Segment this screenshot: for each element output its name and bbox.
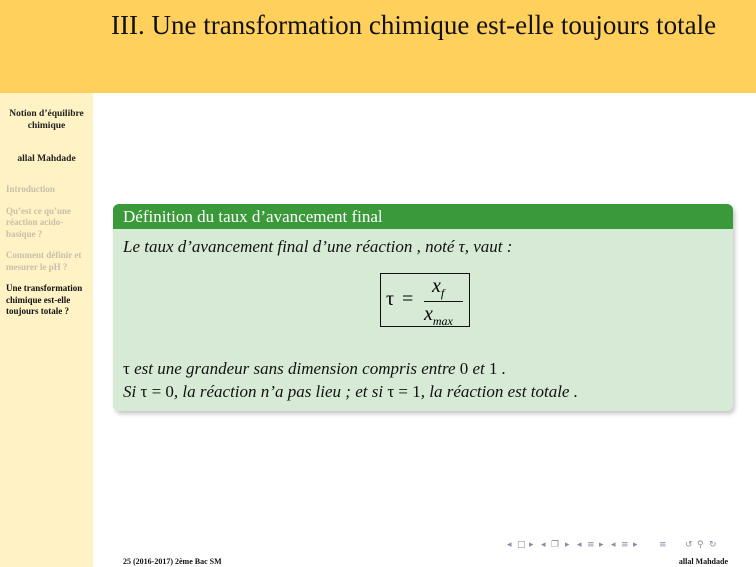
block-title: Définition du taux d’avancement final [113,204,733,229]
formula-denominator: $x_{max}$ [424,303,453,328]
nav-back-icon[interactable]: ↺ [685,540,693,550]
nav-left-arrow-icon[interactable]: ◂ [611,540,616,550]
definition-block [113,204,733,411]
toc-item-transformation-totale[interactable]: Une transformation chimique est-elle toujours totale ? [6,283,83,316]
nav-left-arrow-icon[interactable]: ◂ [541,540,546,550]
formula-box [380,273,470,327]
presentation-short-title: Notion d’équilibre chimique [9,109,84,131]
definition-text: Le taux d’avancement final d’une réaction , noté τ, vaut : [123,237,513,256]
sidebar-header-band [0,0,93,93]
formula-equals: = [402,288,414,310]
table-of-contents [6,184,90,328]
nav-left-arrow-icon[interactable]: ◂ [507,540,512,550]
nav-right-arrow-icon[interactable]: ▸ [565,540,570,550]
block-body [113,229,733,411]
nav-right-arrow-icon[interactable]: ▸ [633,540,638,550]
toc-item-introduction[interactable]: Introduction [6,184,55,194]
nav-frame-icon[interactable]: □ [517,540,526,550]
footer-author: allal Mahdade [678,557,728,566]
toc-item-reaction-acido-basique[interactable]: Qu’est ce qu’une réaction acido-basique ? [6,205,71,239]
nav-section-icon[interactable]: ≡ [621,540,629,550]
nav-search-icon[interactable]: ⚲ [697,540,704,550]
fraction-bar [424,301,463,302]
beamer-navigation-bar [507,540,747,552]
sidebar-author: allal Mahdade [17,154,76,164]
tau-range-text: τ est une grandeur sans dimension compris entre 0 et 1 . [123,359,507,378]
nav-appendix-icon[interactable]: ≡ [659,540,667,550]
frame-title: III. Une transformation chimique est-elle toujours totale [111,10,717,40]
tau-cases-text: Si τ = 0, la réaction n’a pas lieu ; et si τ = 1, la réaction est totale . [123,382,578,401]
nav-right-arrow-icon[interactable]: ▸ [529,540,534,550]
nav-left-arrow-icon[interactable]: ◂ [577,540,582,550]
nav-section-icon[interactable]: ≡ [587,540,595,550]
frame-header [93,0,756,93]
footer-page-info: 25 (2016-2017) 2ème Bac SM [123,557,222,566]
nav-forward-icon[interactable]: ↻ [709,540,717,550]
nav-right-arrow-icon[interactable]: ▸ [599,540,604,550]
sidebar [0,0,93,567]
formula-tau: τ [386,288,395,310]
toc-item-ph[interactable]: Comment définir et mesurer le pH ? [6,250,82,272]
formula-numerator: $x_f$ [432,275,445,300]
nav-subsection-icon[interactable]: ❐ [551,540,560,550]
